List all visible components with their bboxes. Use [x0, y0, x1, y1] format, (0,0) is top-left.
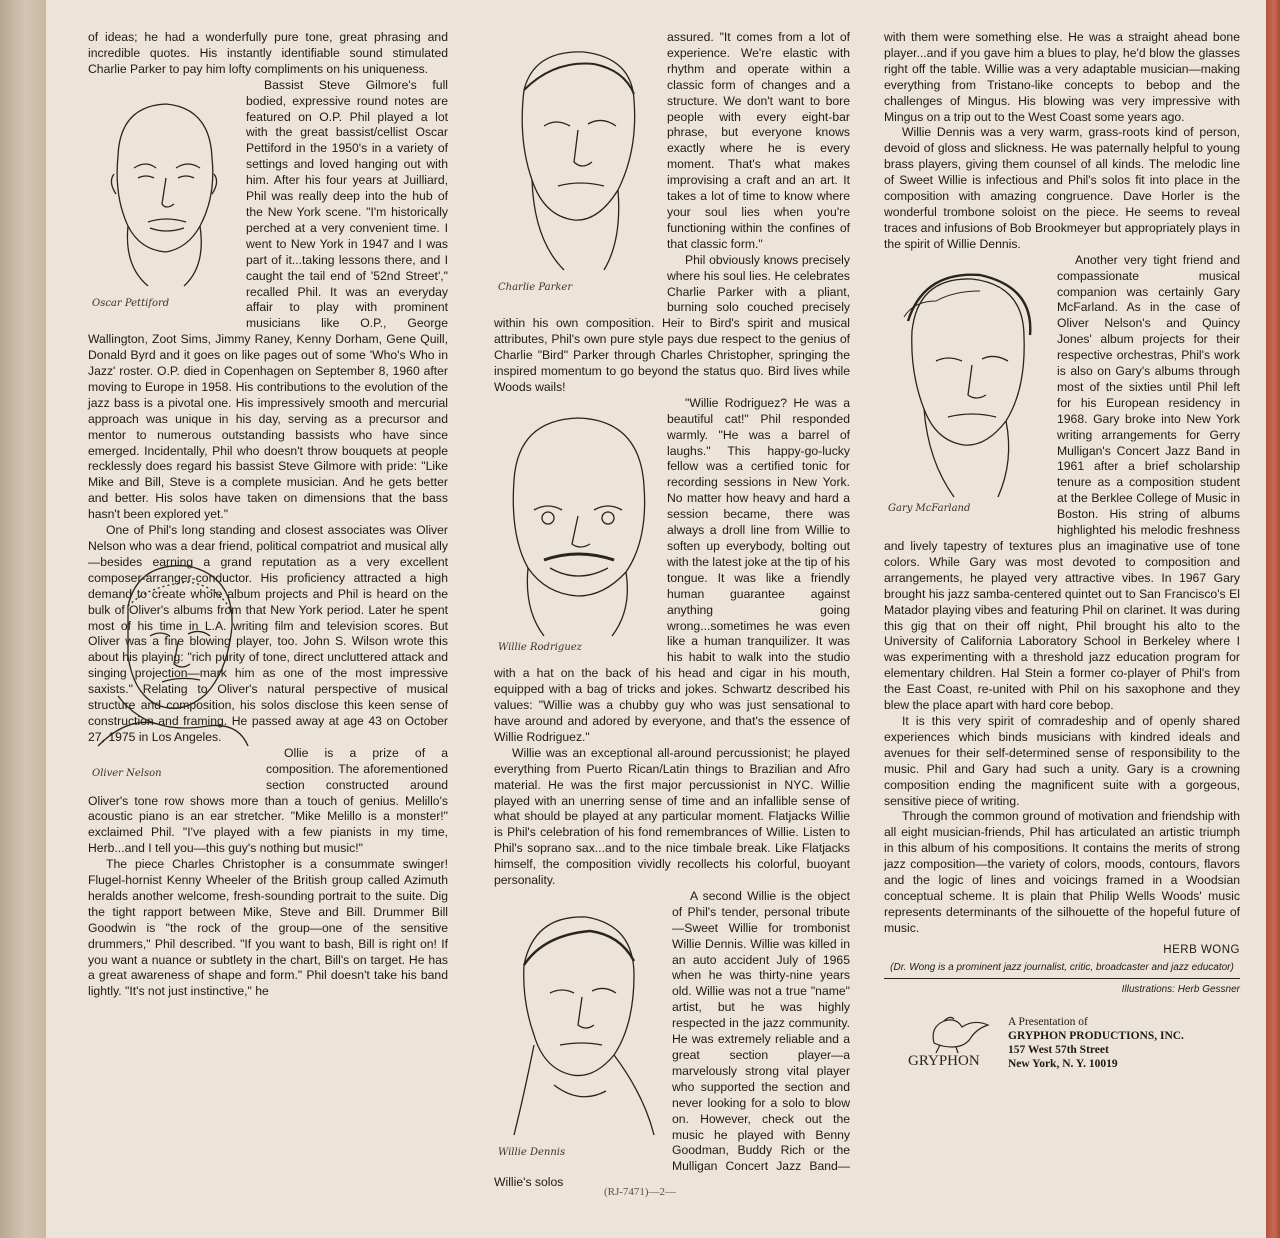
caption-oliver-nelson: Oliver Nelson [92, 767, 162, 779]
paragraph: Another very tight friend and compassionate musical companion was certainly Gary McFarland. As in the case of Oliver Nelson's and Quincy Jones' album projects for their respective orchestras, Phil's work is also on Gary's albums through most of the sixties until Phil left for his European residency in 1968. Gary broke into New York writing arrangements for Gerry Mulligan's Concert Jazz Band in 1961 after a brief scholarship tenure as a composition student at the Berklee College of Music in Boston. His string of albums highlighted his melodic freshness and lively tapestry of textures plus an imaginative use of tone colors. While Gary was most devoted to composition and arrangements, he played very attractive vibes. In 1967 Gary brought his jazz samba-centered quintet out to San Francisco's El Matador playing vibes and featuring Phil on clarinet. It was during this gig that on their off night, Phil brought his alto to the University of California Laboratory School in Berkeley where I was experimenting with a threshold jazz education program for elementary children. Hal Stein a former co-player of Phil's from the East Coast, re-united with Phil on his saxophone and they blew the place apart with hard core bebop. [884, 252, 1240, 713]
portrait-willie-dennis [494, 895, 664, 1165]
paragraph: with them were something else. He was a straight ahead bone player...and if you gave him a blues to play, he'd blow the glasses right off the table. Willie was a very adaptable musician—making everything from Tristano-like concepts to bebop and the challenges of Mingus. His blowing was very impressive with Mingus on a trip out to the West Coast some years ago. [884, 30, 1240, 124]
paragraph: Ollie is a prize of a composition. The aforementioned section constructed around Oliver's tone row shows more than a touch of genius. Melillo's acoustic piano is an ear stretcher. "Mike Melillo is a monster!" exclaimed Phil. "I've played with a few pianists in my time, Herb...and I tell you—this guy's nothing but music!" [88, 745, 448, 856]
paragraph: assured. "It comes from a lot of experience. We're elastic with rhythm and operate within a classic form of changes and a structure. We don't want to bore people with every eight-bar phrase, but everyone knows exactly where he is every moment. That's what makes improvising a craft and an art. It takes a lot of time to know where your soul lies when you're functioning within the confines of that classic form." [667, 30, 850, 251]
street-address: 157 West 57th Street [1008, 1044, 1109, 1057]
paragraph: Through the common ground of motivation and friendship with all eight musician-friends, Phil has articulated an artistic triumph in this album of his compositions. It contains the merits of strong jazz composition—the variety of colors, moods, contours, flavors and the logic of lines and voicings framed in a Woodsian conceptual scheme. It is plain that Philip Wells Woods' music represents determinants of the silhouette of the hopeful future of music. [884, 809, 1240, 935]
caption-oscar-pettiford: Oscar Pettiford [92, 297, 170, 309]
paragraph: It is this very spirit of comradeship and of openly shared experiences which binds musicians with kindred ideals and avenues for their self-determined sense of responsibility to the music. Phil and Gary had such a unity. Gary is a crowning composition ending the magnificent suite with a gorgeous, sensitive piece of writing. [884, 713, 1240, 808]
caption-gary-mcfarland: Gary McFarland [888, 502, 971, 514]
author-note: (Dr. Wong is a prominent jazz journalist, critic, broadcaster and jazz educator) [890, 961, 1234, 973]
paragraph: Phil obviously knows precisely where his soul lies. He celebrates Charlie Parker with a pliant, burning solo couched precisely within his own composition. Heir to Bird's spirit and musical attributes, Phil's own pure style pays due respect to the genius of Charlie "Bird" Parker through Charles Christopher, springing the inspired momentum to go beyond the status quo. Bird lives while Woods wails! [494, 252, 850, 394]
paragraph: A second Willie is the object of Phil's tender, personal tribute—Sweet Willie for trombonist Willie Dennis. Willie was killed in an auto accident July of 1965 when he was thirty-nine years old. Willie was not a true "name" artist, but he was highly respected in the jazz community. He was extremely reliable and a great section player—a marvelously strong vital player who supported the section and never looking for a solo to blow on. However, check out the music he played with Benny Goodman, Buddy Rich or the Mulligan Concert Jazz Band—Willie's solos [494, 888, 850, 1190]
album-spine [1266, 0, 1280, 1238]
paragraph: One of Phil's long standing and closest associates was Oliver Nelson who was a dear friend, political compatriot and musical ally—besides earning a grand reputation as a very excellent composer-arranger-conductor. His proficiency attracted a high demand to create whole album projects and Phil is heard on the bulk of Oliver's albums from that New York period. Later he spent most of his time in L.A. writing film and television scores. But Oliver was a fine blowing player, too. John S. Wilson wrote this about his playing: "rich purity of tone, direct uncluttered attack and singing projection—mark him as one of the most impressive saxists." Relating to Oliver's natural perspective of musical structure and composition, his solos disclose this keen sense of construction and framing. He passed away at age 43 on October 27, 1975 in Los Angeles. [88, 523, 448, 744]
album-left-edge [0, 0, 47, 1238]
portrait-oscar-pettiford [88, 86, 238, 316]
author-signature: HERB WONG [1163, 943, 1240, 956]
paragraph: of ideas; he had a wonderfully pure tone, great phrasing and incredible quotes. His instantly identifiable sound stimulated Charlie Parker to pay him lofty compliments on his uniqueness. [88, 30, 448, 76]
gryphon-logo-icon [904, 1013, 998, 1069]
paragraph: The piece Charles Christopher is a consummate swinger! Flugel-hornist Kenny Wheeler of the British group called Azimuth heralds another welcome, fresh-sounding portrait to the suite. Dig the tight rapport between Mike, Steve and Bill. Drummer Bill Goodwin is "the rock of the group—one of the sensitive drummers," Phil described. "If you want to bash, Bill is right on! If you want a nuance or subtlety in the chart, Bill's on target. He has a great awareness of shape and form." Phil doesn't take his band lightly. "It's not just instinctive," he [88, 857, 448, 999]
gryphon-productions-block [884, 1011, 1240, 1071]
svg-text:GRYPHON: GRYPHON [908, 1053, 980, 1070]
paragraph: Bassist Steve Gilmore's full bodied, expressive round notes are featured on O.P. Phil played a lot with the great bassist/cellist Oscar Pettiford in the 1950's in a variety of settings and loved hanging out with him. After his four years at Juilliard, Phil was really deep into the hub of the New York scene. "I'm historically perched at a very convenient time. I went to New York in 1947 and I was part of it...taking lessons there, and I caught the tail end of '52nd Street'," recalled Phil. It was an everyday affair to play with prominent musicians like O.P., George Wallington, Zoot Sims, Jimmy Raney, Kenny Dorham, Gene Quill, Donald Byrd and it goes on like pages out of some 'Who's Who in Jazz' roster. O.P. died in Copenhagen on September 8, 1960 after moving to Europe in 1958. His contributions to the evolution of the jazz bass is a pivotal one. His impressively smooth and mercurial approach was unique in his day, serving as a precursor and mentor to numerous outstanding bassists who have since emerged. Incidentally, Phil who doesn't throw bouquets at people recklessly does regard his bassist Steve Gilmore with pride: "Like Mike and Bill, Steve is a complete musician. And he gets better and better. His solos have taken on dimensions that the bass hasn't been explored yet." [88, 77, 448, 522]
presentation-line: A Presentation of [1008, 1016, 1088, 1029]
column-3 [884, 30, 1240, 1071]
city-address: New York, N. Y. 10019 [1008, 1058, 1118, 1071]
paragraph: Willie was an exceptional all-around percussionist; he played everything from Puerto Rican/Latin things to Brazilian and Afro material. He was the first major percussionist in NYC. Willie played with an unerring sense of time and an infallible sense of what should be played at any particular moment. Flatjacks Willie is Phil's celebration of his fond remembrances of Willie. Listen to Phil's soprano sax...and to the nice timbale break. Like Flatjacks himself, the composition vividly recollects his colorful, buoyant personality. [494, 745, 850, 888]
gryphon-address [1008, 1015, 1184, 1071]
sketch-icon [494, 895, 664, 1145]
illustration-credit: Illustrations: Herb Gessner [1121, 983, 1240, 995]
sketch-icon [884, 261, 1049, 501]
caption-willie-dennis: Willie Dennis [498, 1147, 566, 1159]
catalog-number-footer: (RJ-7471)—2— [603, 1186, 677, 1198]
paragraph: Willie Dennis was a very warm, grass-roots kind of person, devoid of gloss and slickness. He was paternally helpful to young brass players, giving them counsel of all kinds. The melodic line of Sweet Willie is infectious and Phil's solos fit into place in the composition with amazing congruence. Dave Horler is the wonderful trombone soloist on the piece. He seems to reveal traces and infusions of Bob Brookmeyer but appropriately plays in the spirit of Willie Dennis. [884, 125, 1240, 251]
paragraph: "Willie Rodriguez? He was a beautiful cat!" Phil responded warmly. "He was a barrel of laughs." This happy-go-lucky fellow was a certified tonic for recording sessions in New York. No matter how heavy and hard a session became, there was always a droll line from Willie to soften up everybody, bolting out with the latest joke at the tip of his tongue. It was like a friendly human guarantee against anything going wrong...sometimes he was even like a human tranquilizer. It was his habit to walk into the studio with a hat on the back of his head and cigar in his mouth, equipped with a bag of tricks and jokes. Schwartz described his values: "Willie was a chubby guy who was just sensational to have around and adored by everyone, and that's the essence of Willie Rodriguez." [494, 395, 850, 744]
column-1 [88, 30, 448, 1000]
divider [884, 978, 1240, 979]
company-name: GRYPHON PRODUCTIONS, INC. [1008, 1030, 1184, 1043]
caption-charlie-parker: Charlie Parker [498, 282, 573, 294]
sketch-icon [88, 86, 238, 296]
caption-willie-rodriguez: Willie Rodriguez [498, 641, 582, 653]
portrait-willie-rodriguez [494, 400, 659, 660]
portrait-charlie-parker [494, 30, 659, 300]
sketch-icon [494, 400, 659, 640]
portrait-gary-mcfarland [884, 261, 1049, 521]
portrait-oliver-nelson [88, 546, 258, 786]
sketch-icon [88, 546, 258, 766]
sketch-icon [494, 30, 659, 280]
column-2 [494, 30, 850, 1191]
